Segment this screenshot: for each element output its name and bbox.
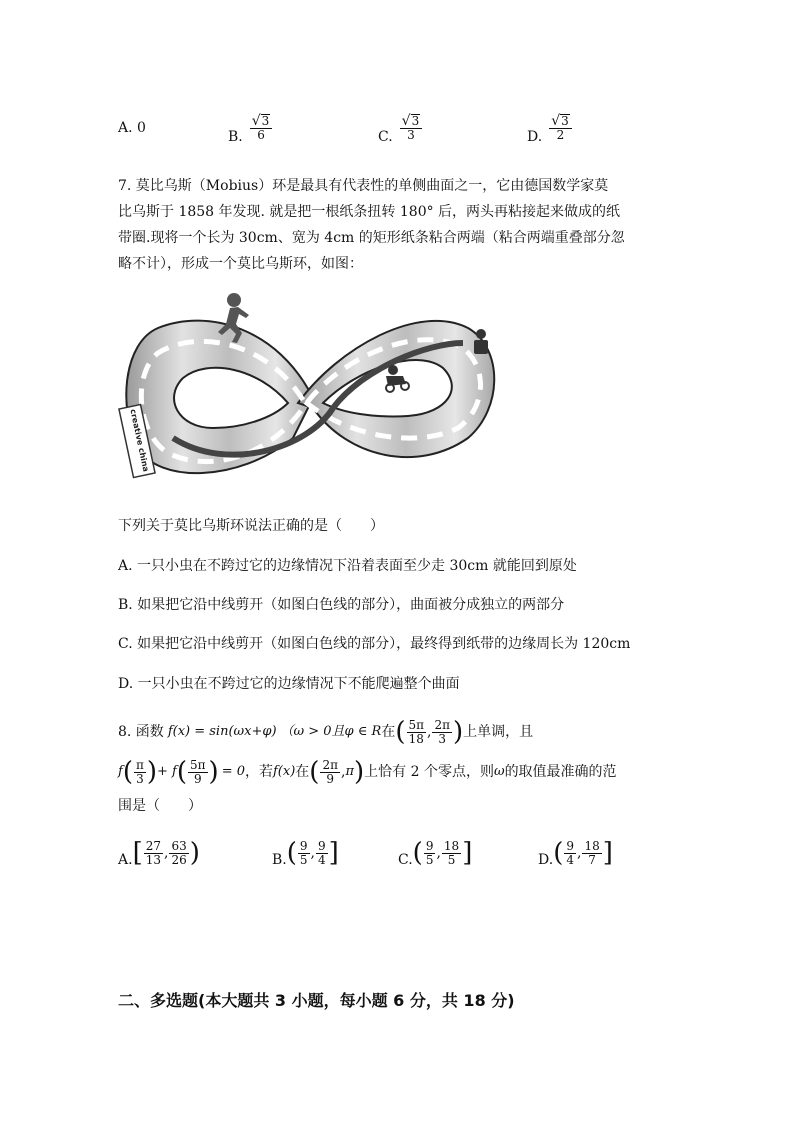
fx: f(x): [273, 764, 296, 779]
fraction: [582, 840, 601, 867]
fraction: [144, 840, 163, 867]
denominator: 18: [408, 731, 424, 746]
denominator: 7: [588, 852, 596, 867]
denominator: 9: [326, 771, 335, 786]
q6-option-d: [527, 105, 573, 151]
q8-line-3: 围是（ ）: [118, 798, 202, 814]
option-label: C.: [398, 852, 413, 868]
fraction: √ 3 2: [549, 114, 572, 142]
numerator: 5π: [190, 757, 206, 772]
f-symbol: f: [118, 764, 123, 779]
fraction: [169, 840, 188, 867]
fraction: √ 3 3: [400, 114, 423, 142]
numerator: 9: [299, 838, 308, 853]
option-label: D.: [527, 129, 543, 145]
numerator: 2π: [322, 757, 338, 772]
option-label: B.: [228, 129, 243, 145]
denominator: 4: [318, 852, 326, 867]
q7-option-a: A. 一只小虫在不跨过它的边缘情况下沿着表面至少走 30cm 就能回到原处: [118, 558, 577, 574]
radicand: 3: [411, 114, 420, 128]
numerator: 27: [145, 838, 161, 853]
q6-option-c: [378, 105, 423, 151]
denominator: 3: [438, 731, 447, 746]
denominator: 13: [145, 852, 161, 867]
q6-option-a: [118, 114, 146, 142]
radicand: 3: [561, 114, 569, 128]
denominator: 3: [136, 771, 144, 786]
fraction: [134, 759, 146, 786]
interval-end: [432, 719, 452, 746]
q7-line-3: 带圈.现将一个长为 30cm、宽为 4cm 的矩形纸条粘合两端（粘合两端重叠部分忽: [118, 230, 625, 246]
fraction: [442, 840, 461, 867]
numerator: 18: [584, 838, 600, 853]
numerator: π: [135, 757, 144, 772]
interval-start: [407, 719, 427, 746]
q8-option-d: D. ( $\frac{9}{4}$ , $\frac{18}{7}$ ]: [538, 832, 613, 874]
q8-option-a: A. [ $\frac{27}{13}$ , $\frac{63}{26}$ ): [118, 832, 200, 874]
q7-option-b: B. 如果把它沿中线剪开（如图白色线的部分），曲面被分成独立的两部分: [118, 597, 565, 613]
function-expression: f(x) = sin(ωx+φ): [167, 724, 277, 739]
numerator: 9: [318, 838, 326, 853]
numerator: 2π: [434, 717, 451, 732]
figure-tag-text: creative china: [128, 408, 151, 473]
denominator: 6: [257, 128, 265, 142]
denominator: 5: [299, 852, 308, 867]
option-label: C.: [378, 129, 393, 145]
q8-line-1: 8. 函数 f(x) = sin(ωx+φ) （ω > 0且φ ∈ R 在 ( $\frac{5\pi}{18}$ , $\frac{2\pi}{3}$ ) 上单调，且: [118, 717, 534, 747]
numerator: 5π: [408, 717, 425, 732]
option-label: D.: [538, 852, 554, 868]
fraction: √ 3 6: [250, 114, 273, 142]
option-label: A.: [118, 852, 133, 868]
fraction: [320, 759, 340, 786]
q7-question: 下列关于莫比乌斯环说法正确的是（ ）: [118, 518, 384, 534]
option-value: 0: [137, 120, 146, 136]
denominator: 5: [425, 852, 434, 867]
denominator: 3: [407, 128, 415, 142]
q8-line-2: f ( $\frac{\pi}{3}$ ) + f ( $\frac{5\pi}{9}$ ) = 0 ，若 f(x) 在 ( $\frac{2\pi}{9}$ , π ) 上恰有 2 个零点，则 ω 的取值最准确的范: [118, 757, 617, 787]
numerator: 18: [443, 838, 460, 853]
fraction: [298, 840, 310, 867]
denominator: 26: [171, 852, 187, 867]
option-label: A.: [118, 120, 133, 136]
equals-zero: = 0: [221, 764, 245, 779]
numerator: 9: [566, 838, 574, 853]
numerator: 63: [171, 838, 187, 853]
condition: （ω > 0且φ ∈ R: [280, 724, 382, 739]
q7-line-4: 略不计），形成一个莫比乌斯环，如图：: [118, 256, 363, 272]
text-in: 在: [381, 724, 396, 740]
q8-option-c: C. ( $\frac{9}{5}$ , $\frac{18}{5}$ ]: [398, 832, 472, 874]
text-if: ，若: [245, 764, 273, 780]
fraction: [564, 840, 576, 867]
fraction: [424, 840, 436, 867]
text-range: 的取值最准确的范: [504, 764, 617, 780]
denominator: 5: [447, 852, 456, 867]
q7-option-c: C. 如果把它沿中线剪开（如图白色线的部分），最终得到纸带的边缘周长为 120cm: [118, 636, 631, 652]
fraction: [188, 759, 208, 786]
denominator: 2: [556, 128, 565, 142]
text-zeros: 上恰有 2 个零点，则: [364, 764, 494, 780]
denominator: 9: [193, 771, 202, 786]
fraction: [316, 840, 328, 867]
q8-option-b: B. ( $\frac{9}{5}$ , $\frac{9}{4}$ ]: [272, 832, 339, 874]
numerator: 9: [425, 838, 434, 853]
omega: ω: [493, 764, 505, 779]
radicand: 3: [261, 114, 270, 128]
q7-option-d: D. 一只小虫在不跨过它的边缘情况下不能爬遍整个曲面: [118, 676, 460, 692]
option-label: B.: [272, 852, 287, 868]
text-monotonic: 上单调，且: [463, 724, 534, 740]
text-in: 在: [295, 764, 310, 780]
plus-f: + f: [157, 764, 177, 779]
pi: π: [345, 764, 354, 779]
q7-line-2: 比乌斯于 1858 年发现. 就是把一根纸条扭转 180° 后，两头再粘接起来做成的纸: [118, 204, 621, 220]
mobius-strip-figure: [118, 288, 508, 490]
q6-option-b: [228, 105, 273, 151]
section-heading: 二、多选题(本大题共 3 小题，每小题 6 分，共 18 分): [118, 991, 515, 1010]
q7-line-1: 7. 莫比乌斯（Mobius）环是最具有代表性的单侧曲面之一，它由德国数学家莫: [118, 178, 609, 194]
q8-prefix: 8. 函数: [118, 724, 164, 740]
denominator: 4: [566, 852, 574, 867]
